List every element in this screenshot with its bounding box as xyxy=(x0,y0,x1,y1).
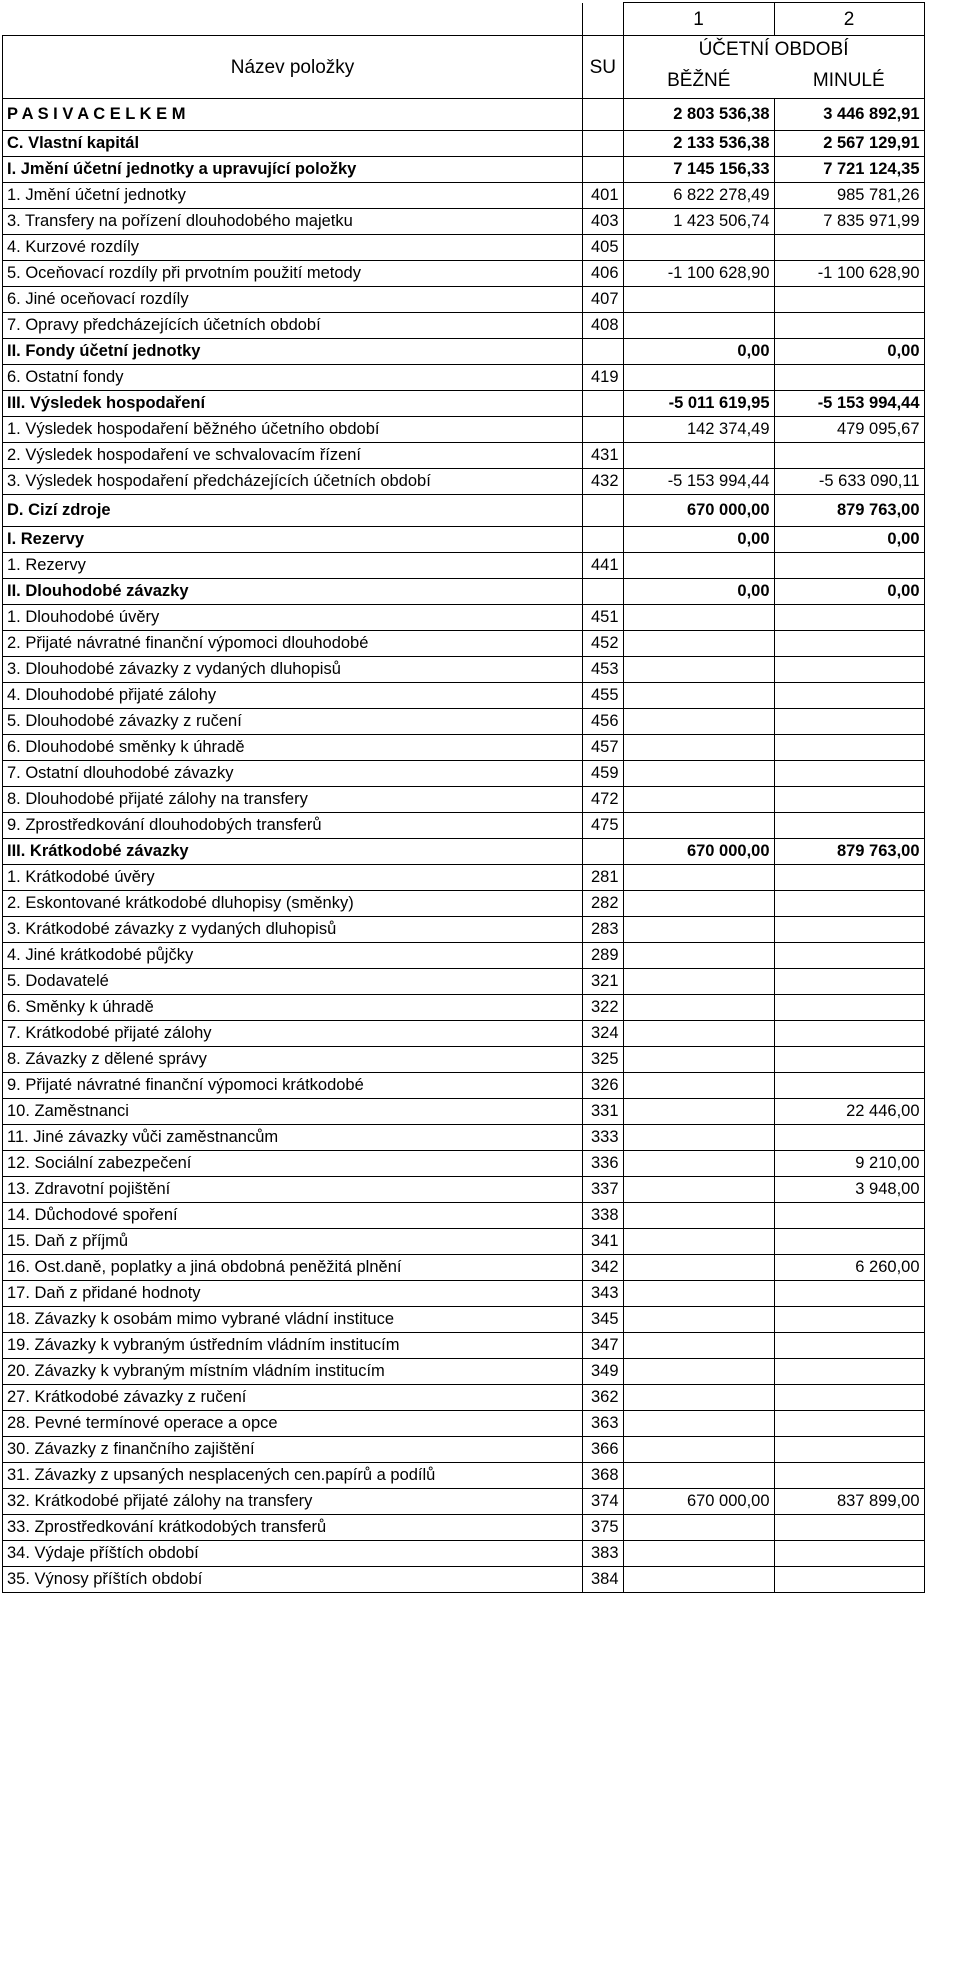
row-current-value xyxy=(623,1203,774,1229)
row-su-cell: 349 xyxy=(583,1359,624,1385)
row-su-cell: 441 xyxy=(583,553,624,579)
table-row xyxy=(3,261,925,287)
row-name-cell: 3. Krátkodobé závazky z vydaných dluhopisů xyxy=(3,917,583,943)
row-su-cell: 321 xyxy=(583,969,624,995)
table-row xyxy=(3,1125,925,1151)
table-row xyxy=(3,787,925,813)
row-su-cell: 472 xyxy=(583,787,624,813)
row-name-cell: III. Výsledek hospodaření xyxy=(3,391,583,417)
row-su-cell xyxy=(583,99,624,131)
row-name-cell: 2. Přijaté návratné finanční výpomoci dlouhodobé xyxy=(3,631,583,657)
row-name-cell: 3. Transfery na pořízení dlouhodobého majetku xyxy=(3,209,583,235)
row-current-value xyxy=(623,657,774,683)
row-current-value xyxy=(623,1073,774,1099)
row-previous-value xyxy=(774,287,924,313)
row-current-value: 0,00 xyxy=(623,527,774,553)
row-su-cell: 324 xyxy=(583,1021,624,1047)
table-row xyxy=(3,287,925,313)
row-current-value: -5 153 994,44 xyxy=(623,469,774,495)
row-name-cell: 31. Závazky z upsaných nesplacených cen.papírů a podílů xyxy=(3,1463,583,1489)
row-current-value xyxy=(623,287,774,313)
table-row xyxy=(3,1073,925,1099)
row-current-value xyxy=(623,605,774,631)
row-su-cell: 459 xyxy=(583,761,624,787)
row-current-value xyxy=(623,1125,774,1151)
row-previous-value xyxy=(774,683,924,709)
header-col2-number: 2 xyxy=(774,3,924,36)
table-row xyxy=(3,235,925,261)
table-row xyxy=(3,605,925,631)
row-name-cell: 16. Ost.daně, poplatky a jiná obdobná peněžitá plnění xyxy=(3,1255,583,1281)
row-name-cell: 1. Rezervy xyxy=(3,553,583,579)
row-name-cell: C. Vlastní kapitál xyxy=(3,131,583,157)
row-previous-value xyxy=(774,235,924,261)
table-row xyxy=(3,709,925,735)
table-row xyxy=(3,527,925,553)
row-previous-value: 2 567 129,91 xyxy=(774,131,924,157)
row-su-cell: 451 xyxy=(583,605,624,631)
row-name-cell: 4. Dlouhodobé přijaté zálohy xyxy=(3,683,583,709)
row-previous-value: -5 153 994,44 xyxy=(774,391,924,417)
row-previous-value xyxy=(774,969,924,995)
row-name-cell: 6. Ostatní fondy xyxy=(3,365,583,391)
row-su-cell: 362 xyxy=(583,1385,624,1411)
row-current-value xyxy=(623,1047,774,1073)
header-row-period xyxy=(3,36,925,63)
row-previous-value: 9 210,00 xyxy=(774,1151,924,1177)
row-su-cell: 345 xyxy=(583,1307,624,1333)
row-su-cell: 432 xyxy=(583,469,624,495)
row-previous-value xyxy=(774,1021,924,1047)
table-row xyxy=(3,1411,925,1437)
row-su-cell xyxy=(583,527,624,553)
row-name-cell: 34. Výdaje příštích období xyxy=(3,1541,583,1567)
row-previous-value xyxy=(774,1203,924,1229)
row-previous-value xyxy=(774,787,924,813)
row-su-cell xyxy=(583,131,624,157)
row-current-value xyxy=(623,313,774,339)
row-name-cell: 5. Dodavatelé xyxy=(3,969,583,995)
row-su-cell: 374 xyxy=(583,1489,624,1515)
header-blank-cell xyxy=(3,3,583,36)
row-previous-value xyxy=(774,657,924,683)
row-current-value: 670 000,00 xyxy=(623,839,774,865)
row-previous-value xyxy=(774,443,924,469)
row-name-cell: 28. Pevné termínové operace a opce xyxy=(3,1411,583,1437)
row-previous-value: 0,00 xyxy=(774,579,924,605)
row-su-cell: 338 xyxy=(583,1203,624,1229)
row-su-cell: 452 xyxy=(583,631,624,657)
table-row xyxy=(3,1463,925,1489)
row-name-cell: 5. Oceňovací rozdíly při prvotním použití metody xyxy=(3,261,583,287)
row-current-value xyxy=(623,1099,774,1125)
row-su-cell xyxy=(583,839,624,865)
row-previous-value: 3 446 892,91 xyxy=(774,99,924,131)
row-current-value xyxy=(623,761,774,787)
row-current-value xyxy=(623,553,774,579)
row-name-cell: D. Cizí zdroje xyxy=(3,495,583,527)
row-previous-value xyxy=(774,1359,924,1385)
row-current-value xyxy=(623,443,774,469)
row-current-value: 670 000,00 xyxy=(623,495,774,527)
row-current-value: 670 000,00 xyxy=(623,1489,774,1515)
row-previous-value xyxy=(774,1307,924,1333)
row-previous-value xyxy=(774,1385,924,1411)
row-name-cell: I. Jmění účetní jednotky a upravující položky xyxy=(3,157,583,183)
table-row xyxy=(3,391,925,417)
row-name-cell: 2. Eskontované krátkodobé dluhopisy (směnky) xyxy=(3,891,583,917)
row-su-cell: 383 xyxy=(583,1541,624,1567)
row-current-value: -1 100 628,90 xyxy=(623,261,774,287)
row-name-cell: 12. Sociální zabezpečení xyxy=(3,1151,583,1177)
row-previous-value: 985 781,26 xyxy=(774,183,924,209)
row-previous-value xyxy=(774,1333,924,1359)
row-previous-value xyxy=(774,891,924,917)
row-current-value xyxy=(623,1229,774,1255)
row-name-cell: 4. Jiné krátkodobé půjčky xyxy=(3,943,583,969)
row-name-cell: 14. Důchodové spoření xyxy=(3,1203,583,1229)
row-previous-value xyxy=(774,365,924,391)
row-previous-value xyxy=(774,553,924,579)
table-row xyxy=(3,579,925,605)
row-current-value xyxy=(623,1515,774,1541)
table-row xyxy=(3,917,925,943)
row-name-cell: 6. Jiné oceňovací rozdíly xyxy=(3,287,583,313)
row-previous-value: 0,00 xyxy=(774,527,924,553)
row-su-cell xyxy=(583,579,624,605)
row-name-cell: 18. Závazky k osobám mimo vybrané vládní instituce xyxy=(3,1307,583,1333)
row-name-cell: 15. Daň z příjmů xyxy=(3,1229,583,1255)
row-su-cell: 336 xyxy=(583,1151,624,1177)
row-previous-value: 7 835 971,99 xyxy=(774,209,924,235)
row-previous-value: -1 100 628,90 xyxy=(774,261,924,287)
row-previous-value: 6 260,00 xyxy=(774,1255,924,1281)
table-row xyxy=(3,813,925,839)
row-name-cell: 1. Dlouhodobé úvěry xyxy=(3,605,583,631)
table-row xyxy=(3,761,925,787)
row-current-value xyxy=(623,1567,774,1593)
header-previous-label: MINULÉ xyxy=(774,63,924,99)
row-su-cell: 457 xyxy=(583,735,624,761)
table-row xyxy=(3,631,925,657)
row-su-cell: 283 xyxy=(583,917,624,943)
row-current-value xyxy=(623,683,774,709)
table-row xyxy=(3,1099,925,1125)
table-row xyxy=(3,1255,925,1281)
table-row xyxy=(3,891,925,917)
row-su-cell: 331 xyxy=(583,1099,624,1125)
row-name-cell: 5. Dlouhodobé závazky z ručení xyxy=(3,709,583,735)
row-current-value xyxy=(623,1151,774,1177)
row-name-cell: 1. Jmění účetní jednotky xyxy=(3,183,583,209)
row-previous-value: 879 763,00 xyxy=(774,839,924,865)
row-previous-value xyxy=(774,761,924,787)
row-su-cell: 333 xyxy=(583,1125,624,1151)
row-su-cell: 455 xyxy=(583,683,624,709)
header-name-label: Název položky xyxy=(3,36,583,99)
table-row xyxy=(3,683,925,709)
row-current-value: 0,00 xyxy=(623,339,774,365)
row-name-cell: 11. Jiné závazky vůči zaměstnancům xyxy=(3,1125,583,1151)
table-row xyxy=(3,99,925,131)
row-previous-value xyxy=(774,605,924,631)
row-name-cell: 1. Krátkodobé úvěry xyxy=(3,865,583,891)
row-name-cell: 7. Ostatní dlouhodobé závazky xyxy=(3,761,583,787)
row-current-value: 142 374,49 xyxy=(623,417,774,443)
row-previous-value xyxy=(774,1567,924,1593)
row-current-value xyxy=(623,1411,774,1437)
table-row xyxy=(3,1203,925,1229)
row-current-value xyxy=(623,865,774,891)
row-current-value: 7 145 156,33 xyxy=(623,157,774,183)
row-previous-value xyxy=(774,1281,924,1307)
row-current-value xyxy=(623,1385,774,1411)
header-col1-number: 1 xyxy=(623,3,774,36)
table-row xyxy=(3,995,925,1021)
row-su-cell: 347 xyxy=(583,1333,624,1359)
row-name-cell: I. Rezervy xyxy=(3,527,583,553)
row-previous-value xyxy=(774,1541,924,1567)
table-row xyxy=(3,735,925,761)
row-current-value xyxy=(623,995,774,1021)
row-previous-value: 837 899,00 xyxy=(774,1489,924,1515)
table-row xyxy=(3,1021,925,1047)
row-previous-value: -5 633 090,11 xyxy=(774,469,924,495)
table-row xyxy=(3,1489,925,1515)
table-row xyxy=(3,417,925,443)
row-previous-value xyxy=(774,1463,924,1489)
row-name-cell: 6. Směnky k úhradě xyxy=(3,995,583,1021)
row-previous-value xyxy=(774,709,924,735)
table-row xyxy=(3,183,925,209)
row-current-value: 6 822 278,49 xyxy=(623,183,774,209)
table-row xyxy=(3,1541,925,1567)
header-period-label: ÚČETNÍ OBDOBÍ xyxy=(623,36,924,63)
row-su-cell: 363 xyxy=(583,1411,624,1437)
row-previous-value xyxy=(774,1073,924,1099)
row-previous-value xyxy=(774,735,924,761)
row-su-cell xyxy=(583,495,624,527)
row-previous-value xyxy=(774,313,924,339)
row-previous-value: 0,00 xyxy=(774,339,924,365)
row-current-value xyxy=(623,235,774,261)
row-current-value xyxy=(623,1021,774,1047)
row-current-value xyxy=(623,1255,774,1281)
table-row xyxy=(3,657,925,683)
table-row xyxy=(3,1385,925,1411)
row-su-cell: 419 xyxy=(583,365,624,391)
table-row xyxy=(3,1151,925,1177)
row-current-value xyxy=(623,709,774,735)
balance-sheet-table xyxy=(2,2,925,1593)
row-su-cell: 281 xyxy=(583,865,624,891)
row-su-cell: 406 xyxy=(583,261,624,287)
row-current-value xyxy=(623,1333,774,1359)
table-row xyxy=(3,839,925,865)
row-previous-value xyxy=(774,1411,924,1437)
row-previous-value: 479 095,67 xyxy=(774,417,924,443)
header-su-label: SU xyxy=(583,36,624,99)
row-name-cell: 3. Výsledek hospodaření předcházejících účetních období xyxy=(3,469,583,495)
row-su-cell: 453 xyxy=(583,657,624,683)
row-name-cell: 1. Výsledek hospodaření běžného účetního období xyxy=(3,417,583,443)
table-row xyxy=(3,365,925,391)
table-row xyxy=(3,1333,925,1359)
row-name-cell: 9. Zprostředkování dlouhodobých transferů xyxy=(3,813,583,839)
row-previous-value xyxy=(774,995,924,1021)
row-previous-value xyxy=(774,1437,924,1463)
row-current-value xyxy=(623,787,774,813)
row-su-cell: 366 xyxy=(583,1437,624,1463)
row-current-value xyxy=(623,1307,774,1333)
table-row xyxy=(3,1281,925,1307)
row-su-cell: 325 xyxy=(583,1047,624,1073)
row-current-value xyxy=(623,365,774,391)
table-row xyxy=(3,1515,925,1541)
table-body xyxy=(3,3,925,1593)
row-current-value xyxy=(623,891,774,917)
row-previous-value xyxy=(774,1047,924,1073)
row-previous-value xyxy=(774,1125,924,1151)
row-su-cell: 337 xyxy=(583,1177,624,1203)
row-name-cell: III. Krátkodobé závazky xyxy=(3,839,583,865)
row-su-cell: 282 xyxy=(583,891,624,917)
row-current-value: 2 803 536,38 xyxy=(623,99,774,131)
table-row xyxy=(3,1437,925,1463)
row-su-cell: 342 xyxy=(583,1255,624,1281)
row-su-cell: 368 xyxy=(583,1463,624,1489)
row-name-cell: 32. Krátkodobé přijaté zálohy na transfery xyxy=(3,1489,583,1515)
row-current-value xyxy=(623,735,774,761)
row-name-cell: 35. Výnosy příštích období xyxy=(3,1567,583,1593)
row-current-value xyxy=(623,917,774,943)
row-name-cell: 27. Krátkodobé závazky z ručení xyxy=(3,1385,583,1411)
row-su-cell: 343 xyxy=(583,1281,624,1307)
row-current-value: 1 423 506,74 xyxy=(623,209,774,235)
row-previous-value xyxy=(774,943,924,969)
row-su-cell: 408 xyxy=(583,313,624,339)
row-name-cell: II. Fondy účetní jednotky xyxy=(3,339,583,365)
table-row xyxy=(3,1229,925,1255)
row-previous-value xyxy=(774,1515,924,1541)
row-current-value xyxy=(623,1541,774,1567)
row-current-value xyxy=(623,1177,774,1203)
row-su-cell: 322 xyxy=(583,995,624,1021)
row-su-cell xyxy=(583,157,624,183)
row-su-cell: 475 xyxy=(583,813,624,839)
row-su-cell xyxy=(583,417,624,443)
row-su-cell: 289 xyxy=(583,943,624,969)
header-row-numbers xyxy=(3,3,925,36)
row-previous-value: 3 948,00 xyxy=(774,1177,924,1203)
row-previous-value: 879 763,00 xyxy=(774,495,924,527)
table-row xyxy=(3,943,925,969)
row-current-value xyxy=(623,1281,774,1307)
row-name-cell: 19. Závazky k vybraným ústředním vládním institucím xyxy=(3,1333,583,1359)
table-row xyxy=(3,1047,925,1073)
row-previous-value xyxy=(774,631,924,657)
row-name-cell: 7. Opravy předcházejících účetních období xyxy=(3,313,583,339)
table-row xyxy=(3,469,925,495)
row-name-cell: 3. Dlouhodobé závazky z vydaných dluhopisů xyxy=(3,657,583,683)
row-name-cell: P A S I V A C E L K E M xyxy=(3,99,583,131)
row-su-cell: 403 xyxy=(583,209,624,235)
row-name-cell: 9. Přijaté návratné finanční výpomoci krátkodobé xyxy=(3,1073,583,1099)
row-previous-value: 22 446,00 xyxy=(774,1099,924,1125)
row-current-value xyxy=(623,1359,774,1385)
row-su-cell: 326 xyxy=(583,1073,624,1099)
row-previous-value xyxy=(774,865,924,891)
row-su-cell xyxy=(583,339,624,365)
row-name-cell: 7. Krátkodobé přijaté zálohy xyxy=(3,1021,583,1047)
row-current-value xyxy=(623,631,774,657)
table-row xyxy=(3,969,925,995)
row-su-cell: 384 xyxy=(583,1567,624,1593)
row-previous-value: 7 721 124,35 xyxy=(774,157,924,183)
row-name-cell: 10. Zaměstnanci xyxy=(3,1099,583,1125)
row-name-cell: 2. Výsledek hospodaření ve schvalovacím řízení xyxy=(3,443,583,469)
row-name-cell: 33. Zprostředkování krátkodobých transferů xyxy=(3,1515,583,1541)
table-row xyxy=(3,209,925,235)
row-name-cell: 8. Závazky z dělené správy xyxy=(3,1047,583,1073)
row-su-cell: 341 xyxy=(583,1229,624,1255)
row-current-value: -5 011 619,95 xyxy=(623,391,774,417)
row-current-value xyxy=(623,1437,774,1463)
row-name-cell: 8. Dlouhodobé přijaté zálohy na transfery xyxy=(3,787,583,813)
table-row xyxy=(3,1359,925,1385)
row-current-value: 0,00 xyxy=(623,579,774,605)
table-row xyxy=(3,313,925,339)
row-su-cell: 405 xyxy=(583,235,624,261)
row-previous-value xyxy=(774,917,924,943)
row-name-cell: 6. Dlouhodobé směnky k úhradě xyxy=(3,735,583,761)
table-row xyxy=(3,1567,925,1593)
row-su-cell xyxy=(583,391,624,417)
row-current-value: 2 133 536,38 xyxy=(623,131,774,157)
table-row xyxy=(3,339,925,365)
row-su-cell: 431 xyxy=(583,443,624,469)
row-current-value xyxy=(623,813,774,839)
table-row xyxy=(3,131,925,157)
row-name-cell: 13. Zdravotní pojištění xyxy=(3,1177,583,1203)
table-row xyxy=(3,495,925,527)
row-name-cell: 30. Závazky z finančního zajištění xyxy=(3,1437,583,1463)
header-blank-su-cell xyxy=(583,3,624,36)
row-name-cell: 20. Závazky k vybraným místním vládním institucím xyxy=(3,1359,583,1385)
table-row xyxy=(3,1307,925,1333)
table-row xyxy=(3,865,925,891)
row-su-cell: 401 xyxy=(583,183,624,209)
row-su-cell: 407 xyxy=(583,287,624,313)
table-row xyxy=(3,157,925,183)
row-current-value xyxy=(623,1463,774,1489)
row-current-value xyxy=(623,943,774,969)
row-previous-value xyxy=(774,813,924,839)
row-su-cell: 375 xyxy=(583,1515,624,1541)
table-row xyxy=(3,1177,925,1203)
table-row xyxy=(3,443,925,469)
row-current-value xyxy=(623,969,774,995)
row-su-cell: 456 xyxy=(583,709,624,735)
header-current-label: BĚŽNÉ xyxy=(623,63,774,99)
row-previous-value xyxy=(774,1229,924,1255)
row-name-cell: 17. Daň z přidané hodnoty xyxy=(3,1281,583,1307)
table-row xyxy=(3,553,925,579)
row-name-cell: 4. Kurzové rozdíly xyxy=(3,235,583,261)
row-name-cell: II. Dlouhodobé závazky xyxy=(3,579,583,605)
